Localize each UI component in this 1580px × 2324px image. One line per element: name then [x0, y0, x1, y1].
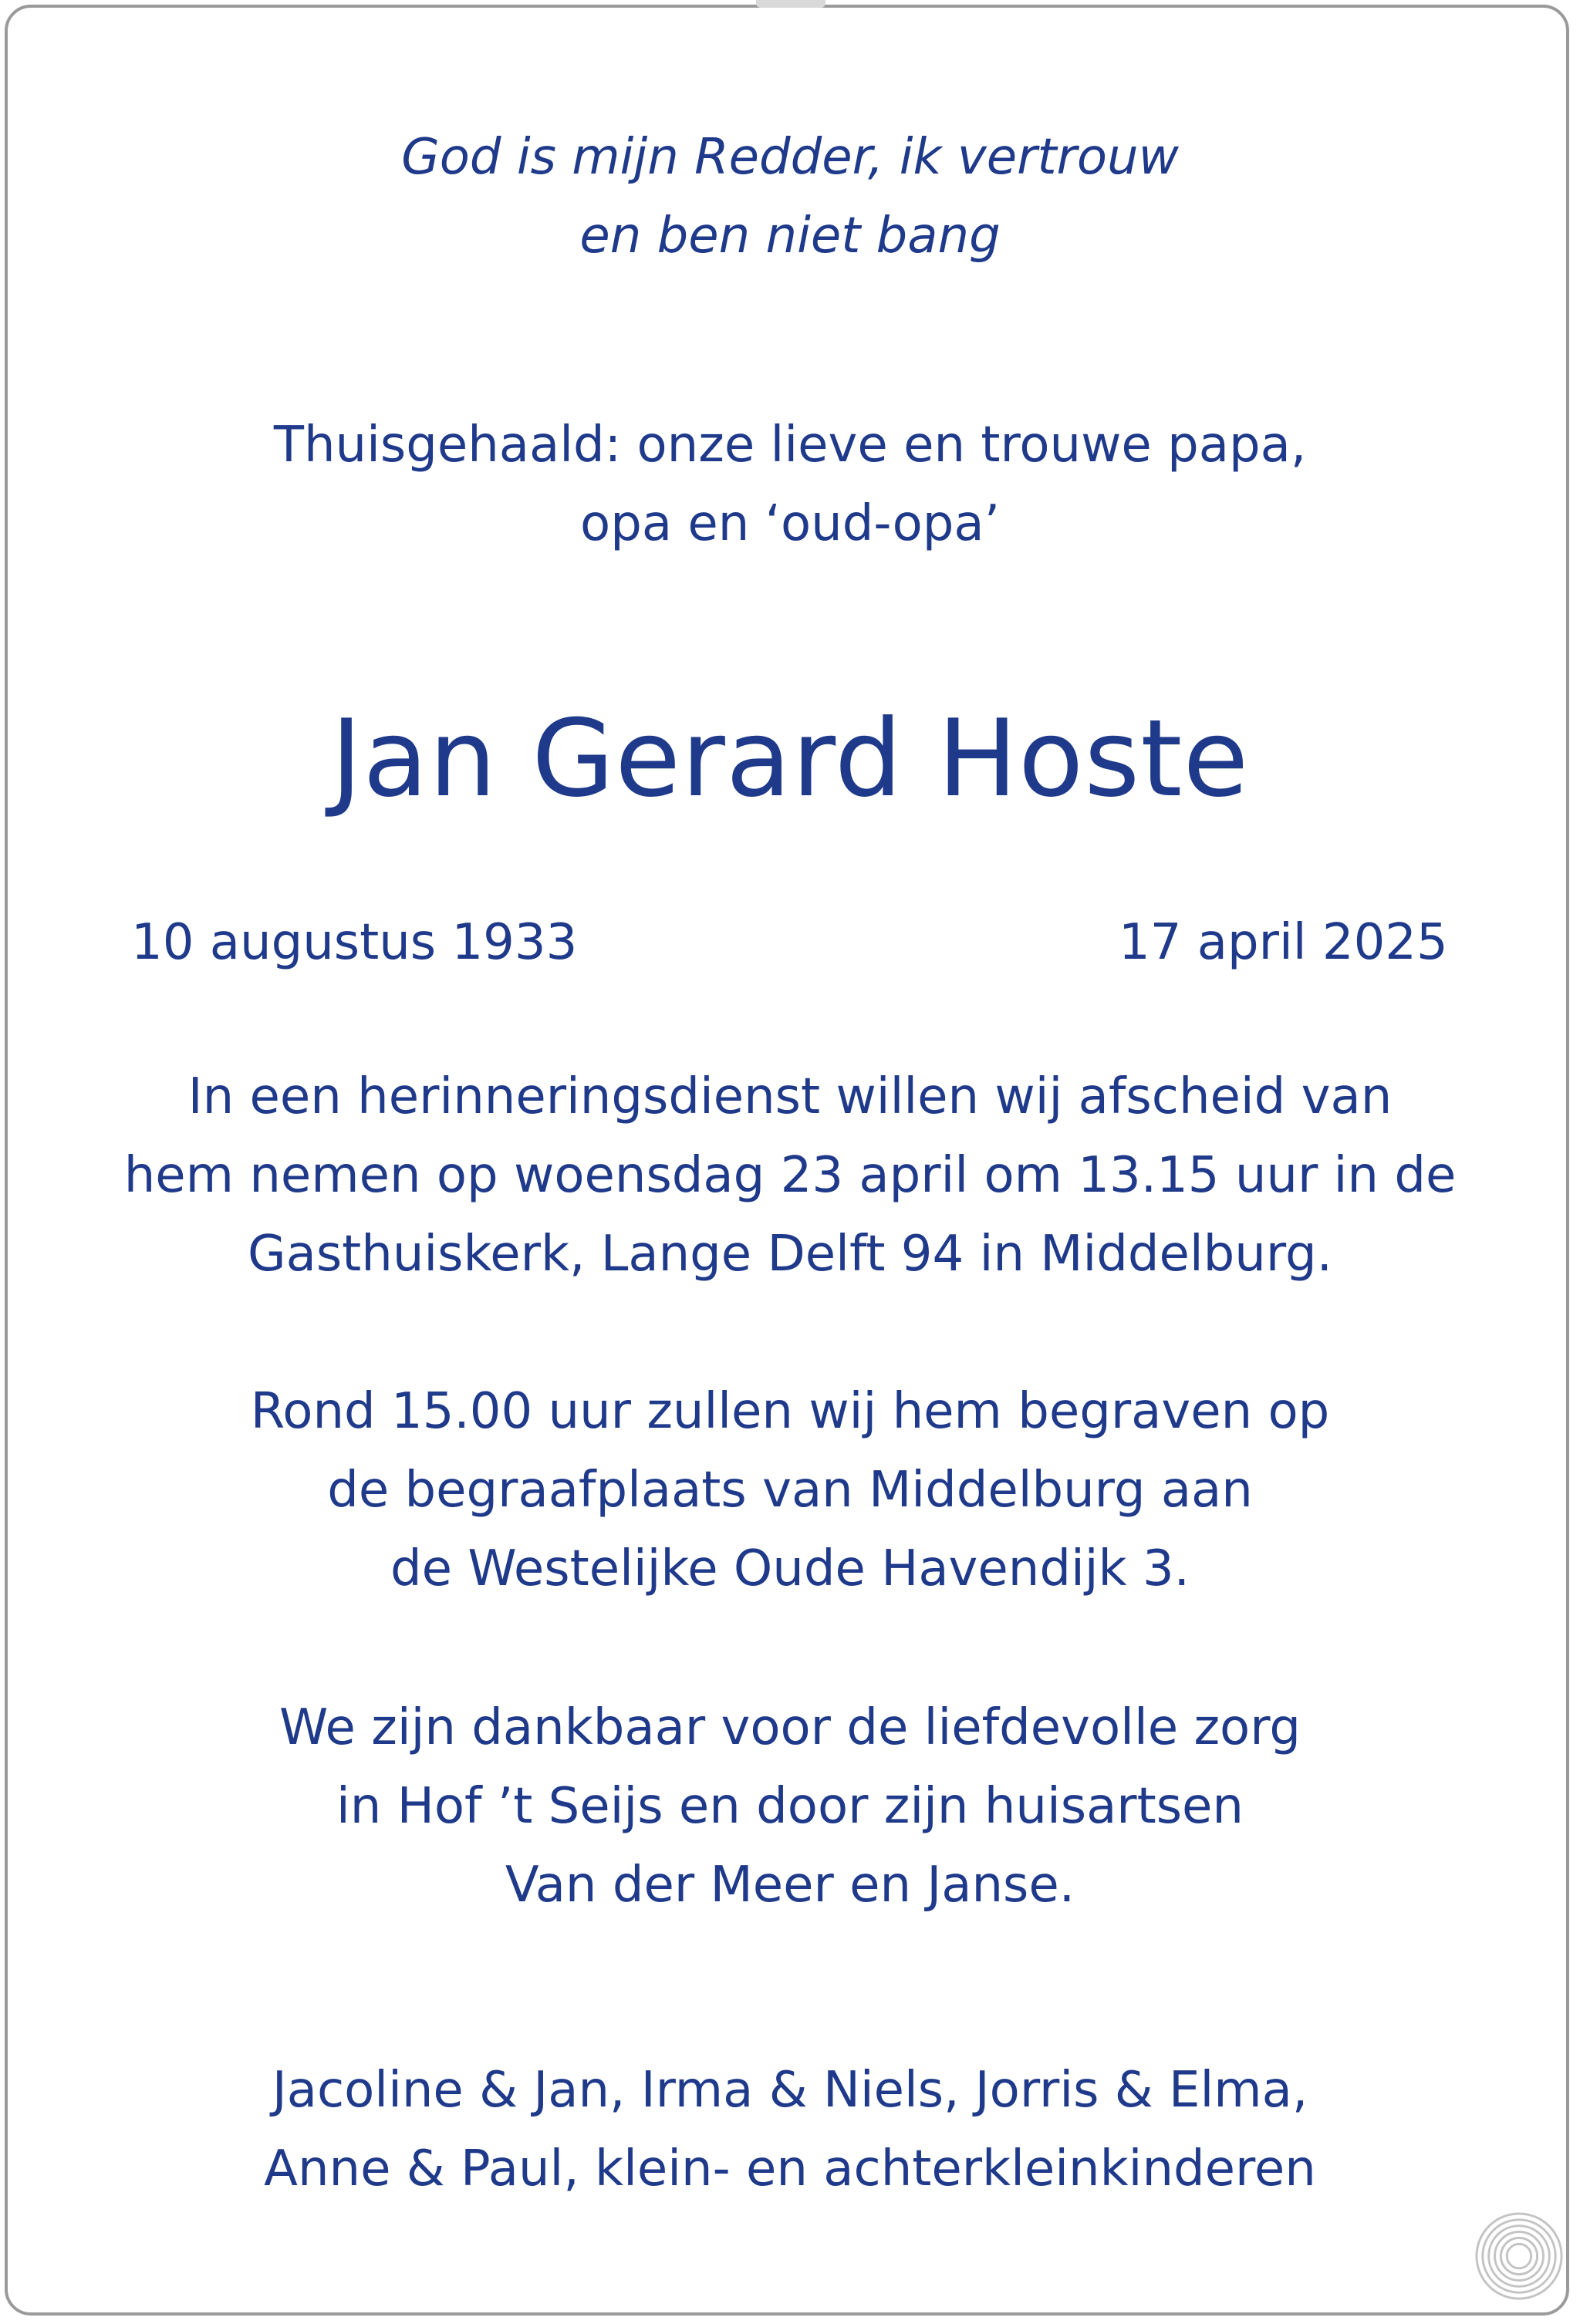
thanks-line-1: We zijn dankbaar voor de liefdevolle zorg	[279, 1699, 1301, 1756]
death-date: 17 april 2025	[1119, 914, 1448, 971]
verse-line-1: God is mijn Redder, ik vertrouw	[401, 129, 1179, 186]
service-line-3: Gasthuiskerk, Lange Delft 94 in Middelburg.	[248, 1226, 1332, 1283]
family-line-2: Anne & Paul, klein- en achterkleinkinderen	[264, 2140, 1316, 2198]
concentric-circles-icon	[1474, 2211, 1565, 2302]
service-line-1: In een herinneringsdienst willen wij afscheid van	[187, 1068, 1393, 1125]
top-notch	[756, 0, 825, 8]
thanks-line-3: Van der Meer en Janse.	[505, 1857, 1075, 1914]
verse-line-2: en ben niet bang	[579, 207, 1001, 265]
burial-line-1: Rond 15.00 uur zullen wij hem begraven op	[250, 1383, 1330, 1440]
intro-line-2: opa en ‘oud-opa’	[580, 495, 1000, 552]
birth-date: 10 augustus 1933	[131, 914, 578, 971]
family-line-1: Jacoline & Jan, Irma & Niels, Jorris & Elma,	[272, 2062, 1308, 2119]
burial-line-2: de begraafplaats van Middelburg aan	[327, 1462, 1253, 1519]
thanks-line-2: in Hof ’t Seijs en door zijn huisartsen	[336, 1778, 1244, 1835]
service-line-2: hem nemen op woensdag 23 april om 13.15 uur in de	[123, 1147, 1457, 1204]
deceased-name: Jan Gerard Hoste	[330, 697, 1250, 821]
burial-line-3: de Westelijke Oude Havendijk 3.	[390, 1540, 1190, 1597]
intro-line-1: Thuisgehaald: onze lieve en trouwe papa,	[273, 417, 1307, 474]
